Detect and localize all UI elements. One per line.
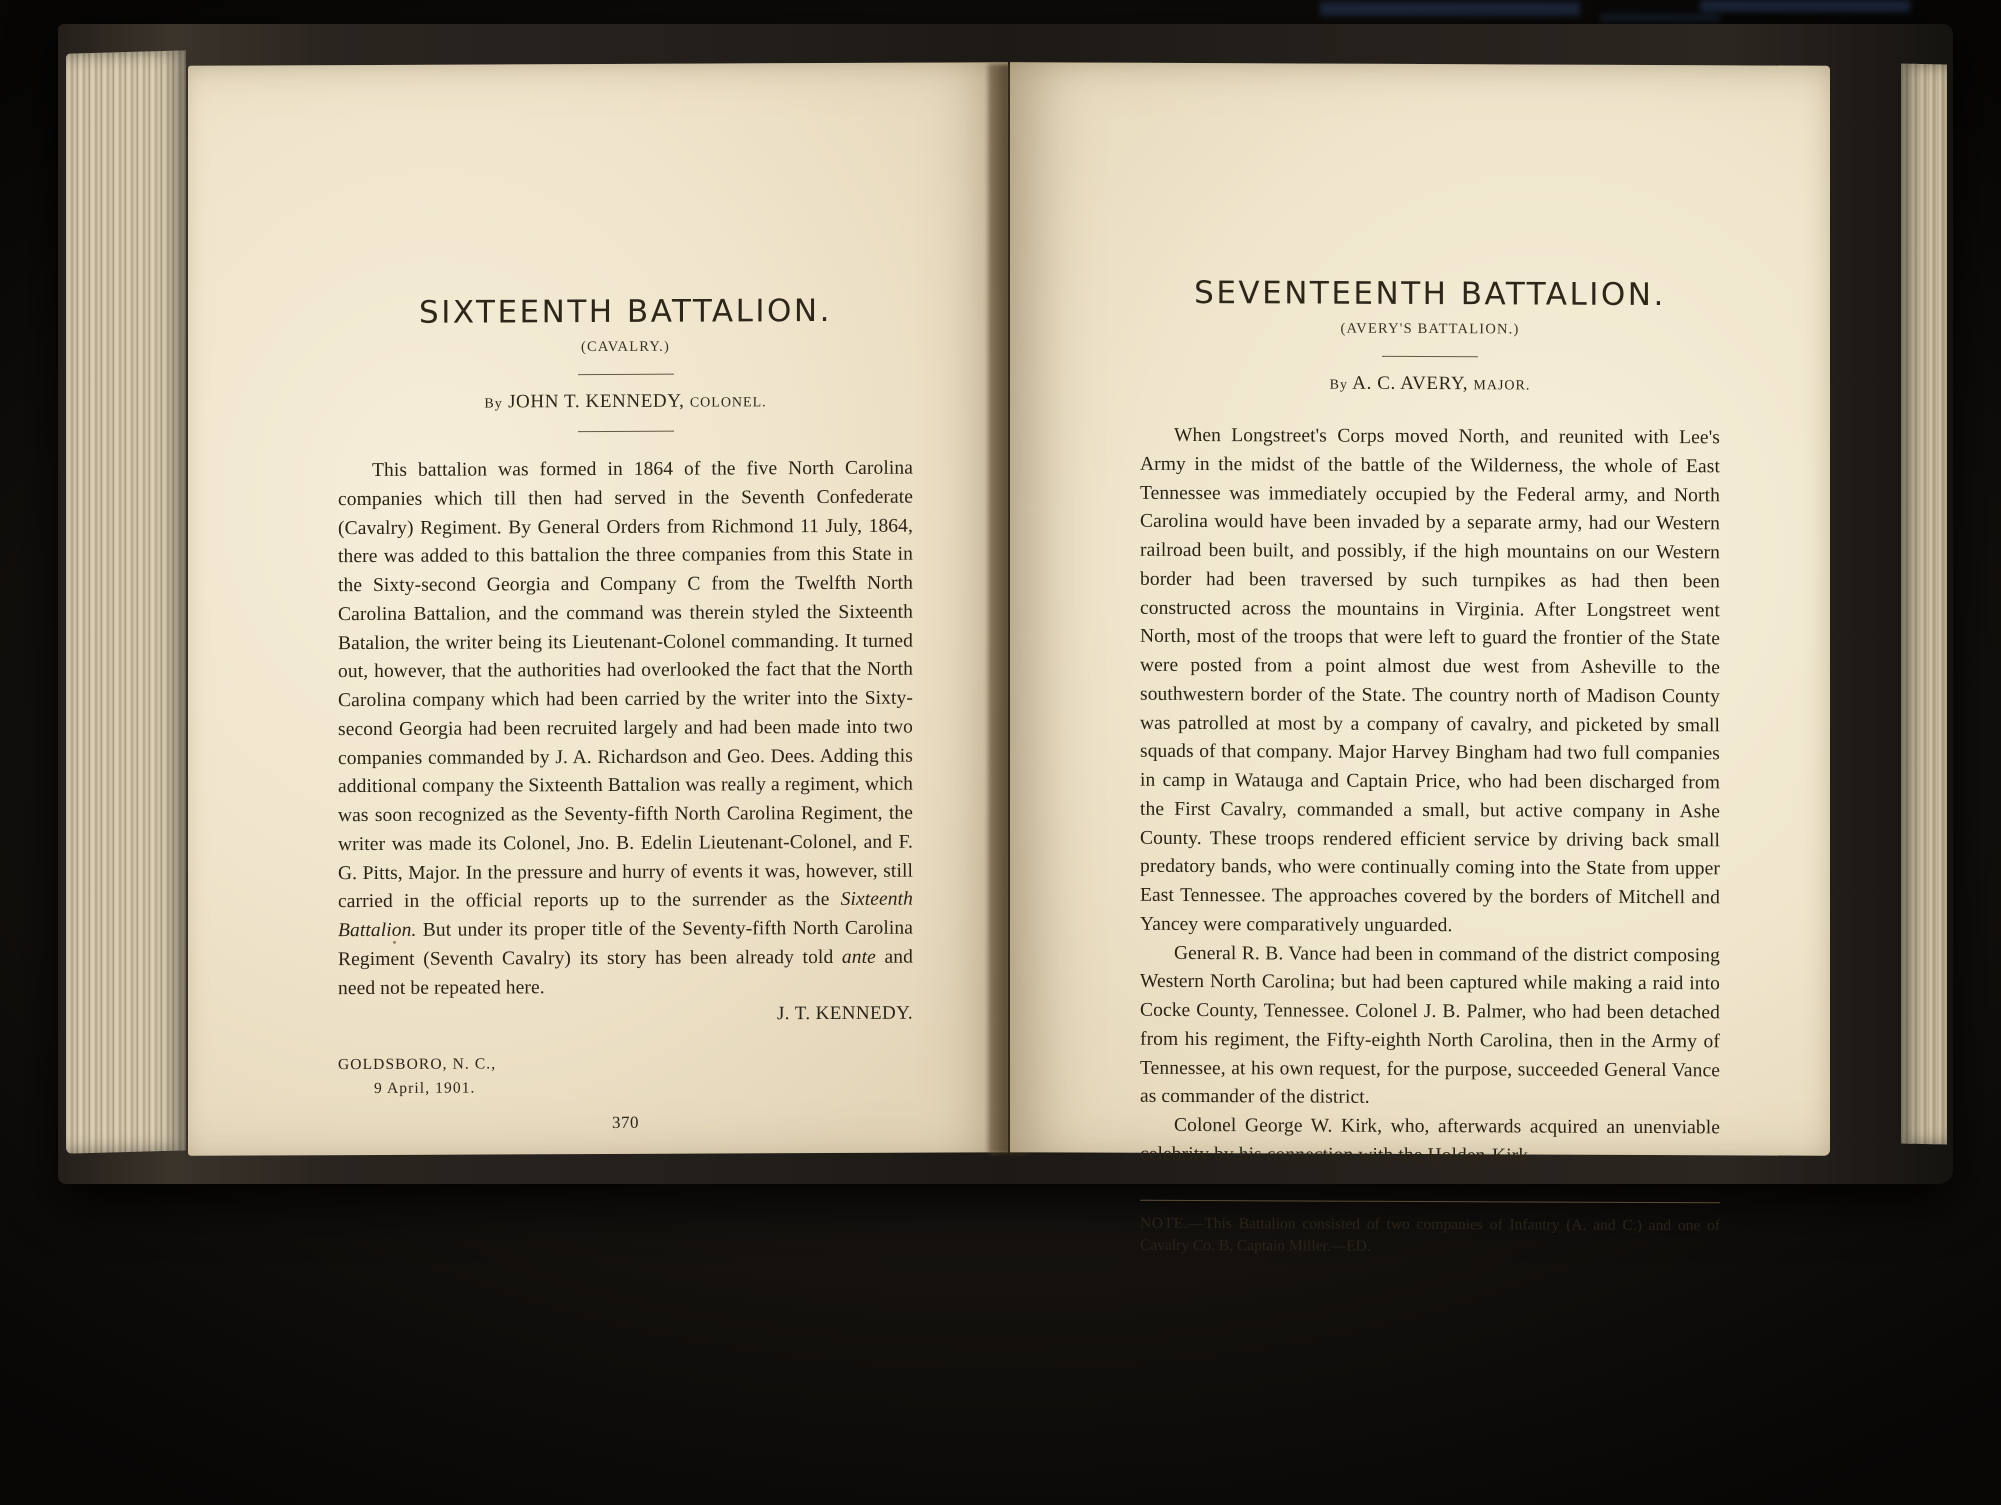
byline-prefix: By (484, 396, 503, 412)
paragraph: Colonel George W. Kirk, who, afterwards acquired an unenviable celebrity by his connection with the Holden-Kirk (1140, 1114, 1720, 1167)
divider-rule-top-left (578, 374, 674, 375)
signature-surname: KENNEDY. (815, 1002, 913, 1025)
place-and-date-block (338, 1051, 913, 1100)
right-page-body (1140, 422, 1720, 1260)
blue-reflection-1 (1320, 2, 1580, 16)
paragraph: When Longstreet's Corps moved North, and reunited with Lee's Army in the midst of the battle of the Wilderness, the whole of East Tennessee was immediately occupied by the Federal army, and North Carolina would have been invaded by a separate army, had our Western railroad been built, and possibly, if the high mountains on our Western border had been traversed by such turnpikes as had then been constructed across the mountains in Virginia. After Longstreet went North, most of the troops that were left to guard the frontier of the State were posted from a point almost due west from Asheville to the southwestern border of the State. The country north of Madison County was patrolled at most by a company of cavalry, and picketed by small squads of that company. Major Harvey Bingham had two full companies in camp in Watauga and Captain Price, who had been discharged from the First Cavalry, commanded a small, but active company in Ashe County. These troops rendered efficient service by driving back small predatory bands, who were continually coming into the State from upper East Tennessee. The approaches covered by the borders of Mitchell and Yancey were comparatively unguarded. (1140, 424, 1720, 936)
right-page-title: SEVENTEENTH BATTALION. (1194, 275, 1666, 314)
left-page-subtitle: (CAVALRY.) (581, 338, 670, 356)
paragraph-text-tail: But under its proper title of the Seventy-fifth North Carolina Regiment (Seventh Cavalry) its story has been already told (338, 917, 913, 970)
signature-initials: J. T. (777, 1003, 816, 1025)
left-page-title: SIXTEENTH BATTALION. (419, 292, 832, 331)
page-number-left: 370 (612, 1112, 639, 1132)
byline-author-name: JOHN T. KENNEDY, (508, 390, 685, 413)
footnote-text: This Battalion consisted of two companies of Infantry (A. and C.) and one of Cavalry Co. B, Captain Miller.—ED. (1140, 1214, 1720, 1255)
byline-prefix: By (1329, 377, 1348, 393)
place-line: GOLDSBORO, N. C., (338, 1055, 497, 1074)
blue-reflection-2 (1700, 0, 1910, 12)
left-page-body (338, 455, 913, 1134)
byline-author-name: A. C. AVERY, (1352, 372, 1469, 395)
footnote-label: NOTE.— (1140, 1214, 1205, 1232)
divider-rule-bottom-left (578, 431, 674, 432)
open-book (58, 24, 1953, 1255)
divider-rule-top-right (1382, 356, 1478, 357)
blue-reflection-3 (1600, 14, 1720, 22)
right-page-text-column (1140, 275, 1720, 1260)
paragraph: General R. B. Vance had been in command of the district composing Western North Carolina; but had been captured while making a raid into Cocke County, Tennessee. Colonel J. B. Palmer, who had been detached from his regiment, the Fifty-eighth North Carolina, then in the Army of Tennessee, at his own request, for the purpose, succeeded General Vance as commander of the district. (1140, 942, 1720, 1109)
byline-author-rank: MAJOR. (1473, 378, 1531, 394)
paragraph-italic-title: Sixteenth Battalion. (338, 888, 913, 942)
left-page (188, 62, 1008, 1156)
paragraph-text-main: This battalion was formed in 1864 of the five North Carolina companies which till then had served in the Seventh Confederate (Cavalry) Regiment. By General Orders from Richmond 11 July, 1864, there was added to this battalion the three companies from this State in the Sixty-second Georgia and Company C from the Twelfth North Carolina Battalion, and the command was therein styled the Sixteenth Batalion, the writer being its Lieutenant-Colonel commanding. It turned out, however, that the authorities had overlooked the fact that the North Carolina company which had been carried by the writer into the Sixty-second Georgia had been recruited largely and had been made into two companies commanded by J. A. Richardson and Geo. Dees. Adding this additional company the Sixteenth Battalion was really a regiment, which was soon recognized as the Seventy-fifth North Carolina Regiment, the writer was made its Colonel, Jno. B. Edelin Lieutenant-Colonel, and F. G. Pitts, Major. In the pressure and hurry of events it was, however, still carried in the official reports up to the surrender as the (338, 457, 913, 913)
right-page-byline (1140, 372, 1720, 397)
right-page-subtitle: (AVERY'S BATTALION.) (1340, 320, 1520, 338)
paragraph-italic-ante: ante (841, 946, 876, 968)
left-page-text-column (338, 293, 913, 1134)
paragraph (338, 455, 913, 1004)
date-line (338, 1074, 913, 1100)
date-text: 9 April, 1901. (374, 1079, 476, 1097)
paper-speck (393, 941, 396, 944)
page-edges-left (66, 50, 186, 1153)
right-page (1010, 62, 1830, 1255)
byline-author-rank: COLONEL. (689, 395, 767, 411)
editor-footnote (1140, 1199, 1720, 1259)
signature (338, 1003, 913, 1028)
left-page-byline (338, 390, 913, 415)
page-edges-right (1901, 64, 1947, 1145)
paragraph-text-end: and need not be repeated here. (338, 946, 913, 999)
